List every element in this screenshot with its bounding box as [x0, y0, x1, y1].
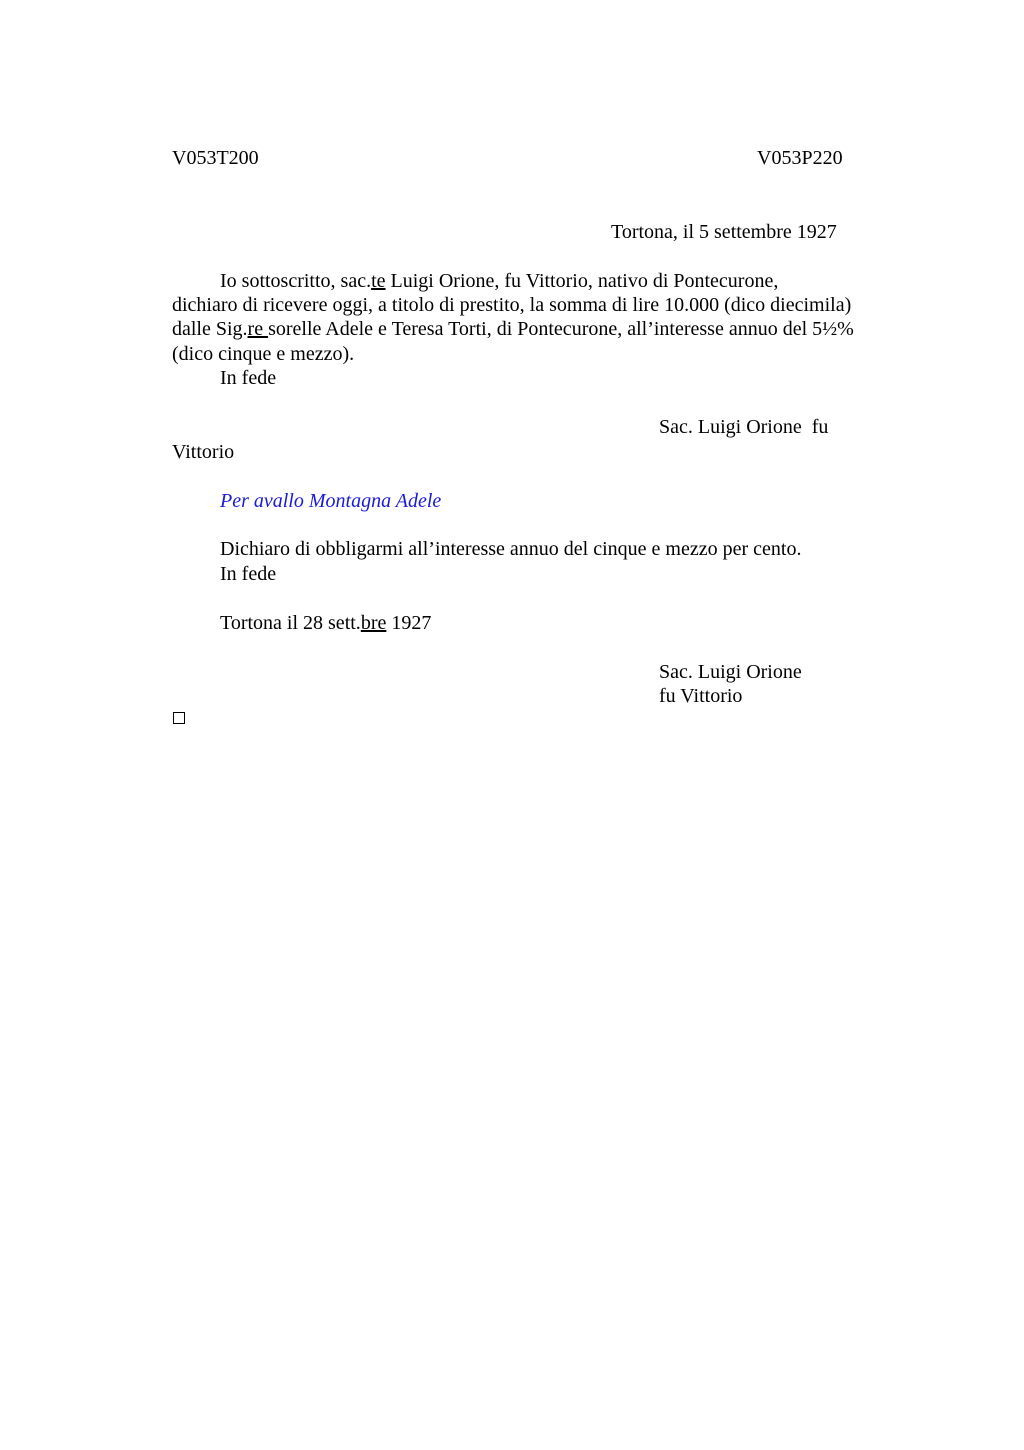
body-line-4: (dico cinque e mezzo). [172, 343, 355, 365]
body-line-1 [220, 269, 778, 294]
signature-line-1: Sac. Luigi Orione fu [659, 416, 829, 438]
endorsement-date-start: Tortona il 28 sett. [220, 612, 361, 634]
letter-closing: In fede [220, 367, 277, 389]
endorsement-closing: In fede [220, 563, 277, 585]
body-line-1-start: Io sottoscritto, sac. [220, 270, 372, 292]
endorsement-declaration: Dichiaro di obbligarmi all’interesse annuo del cinque e mezzo per cento. [220, 538, 802, 560]
endorsement-date-abbrev: bre [360, 612, 387, 634]
body-line-3-abbrev: re [247, 318, 269, 340]
body-line-3-end: sorelle Adele e Teresa Torti, di Pontecurone, all’interesse annuo del 5½% [268, 318, 854, 340]
square-symbol-icon [173, 712, 185, 724]
endorsement-date [220, 611, 431, 636]
body-line-2: dichiaro di ricevere oggi, a titolo di prestito, la somma di lire 10.000 (dico diecimila) [172, 294, 852, 316]
right-reference-code: V053P220 [757, 147, 843, 169]
endorsement-date-end: 1927 [386, 612, 432, 634]
body-line-3-start: dalle Sig. [172, 318, 248, 340]
body-line-1-end: Luigi Orione, fu Vittorio, nativo di Pontecurone, [385, 270, 779, 292]
place-date: Tortona, il 5 settembre 1927 [611, 221, 837, 243]
endorsement-signature-line-1: Sac. Luigi Orione [659, 661, 802, 683]
guarantee-note: Per avallo Montagna Adele [220, 490, 442, 512]
endorsement-signature-line-2: fu Vittorio [659, 685, 743, 707]
body-line-1-abbrev: te [371, 270, 386, 292]
body-line-3 [172, 317, 854, 342]
left-reference-code: V053T200 [172, 147, 259, 169]
signature-line-2: Vittorio [172, 441, 235, 463]
